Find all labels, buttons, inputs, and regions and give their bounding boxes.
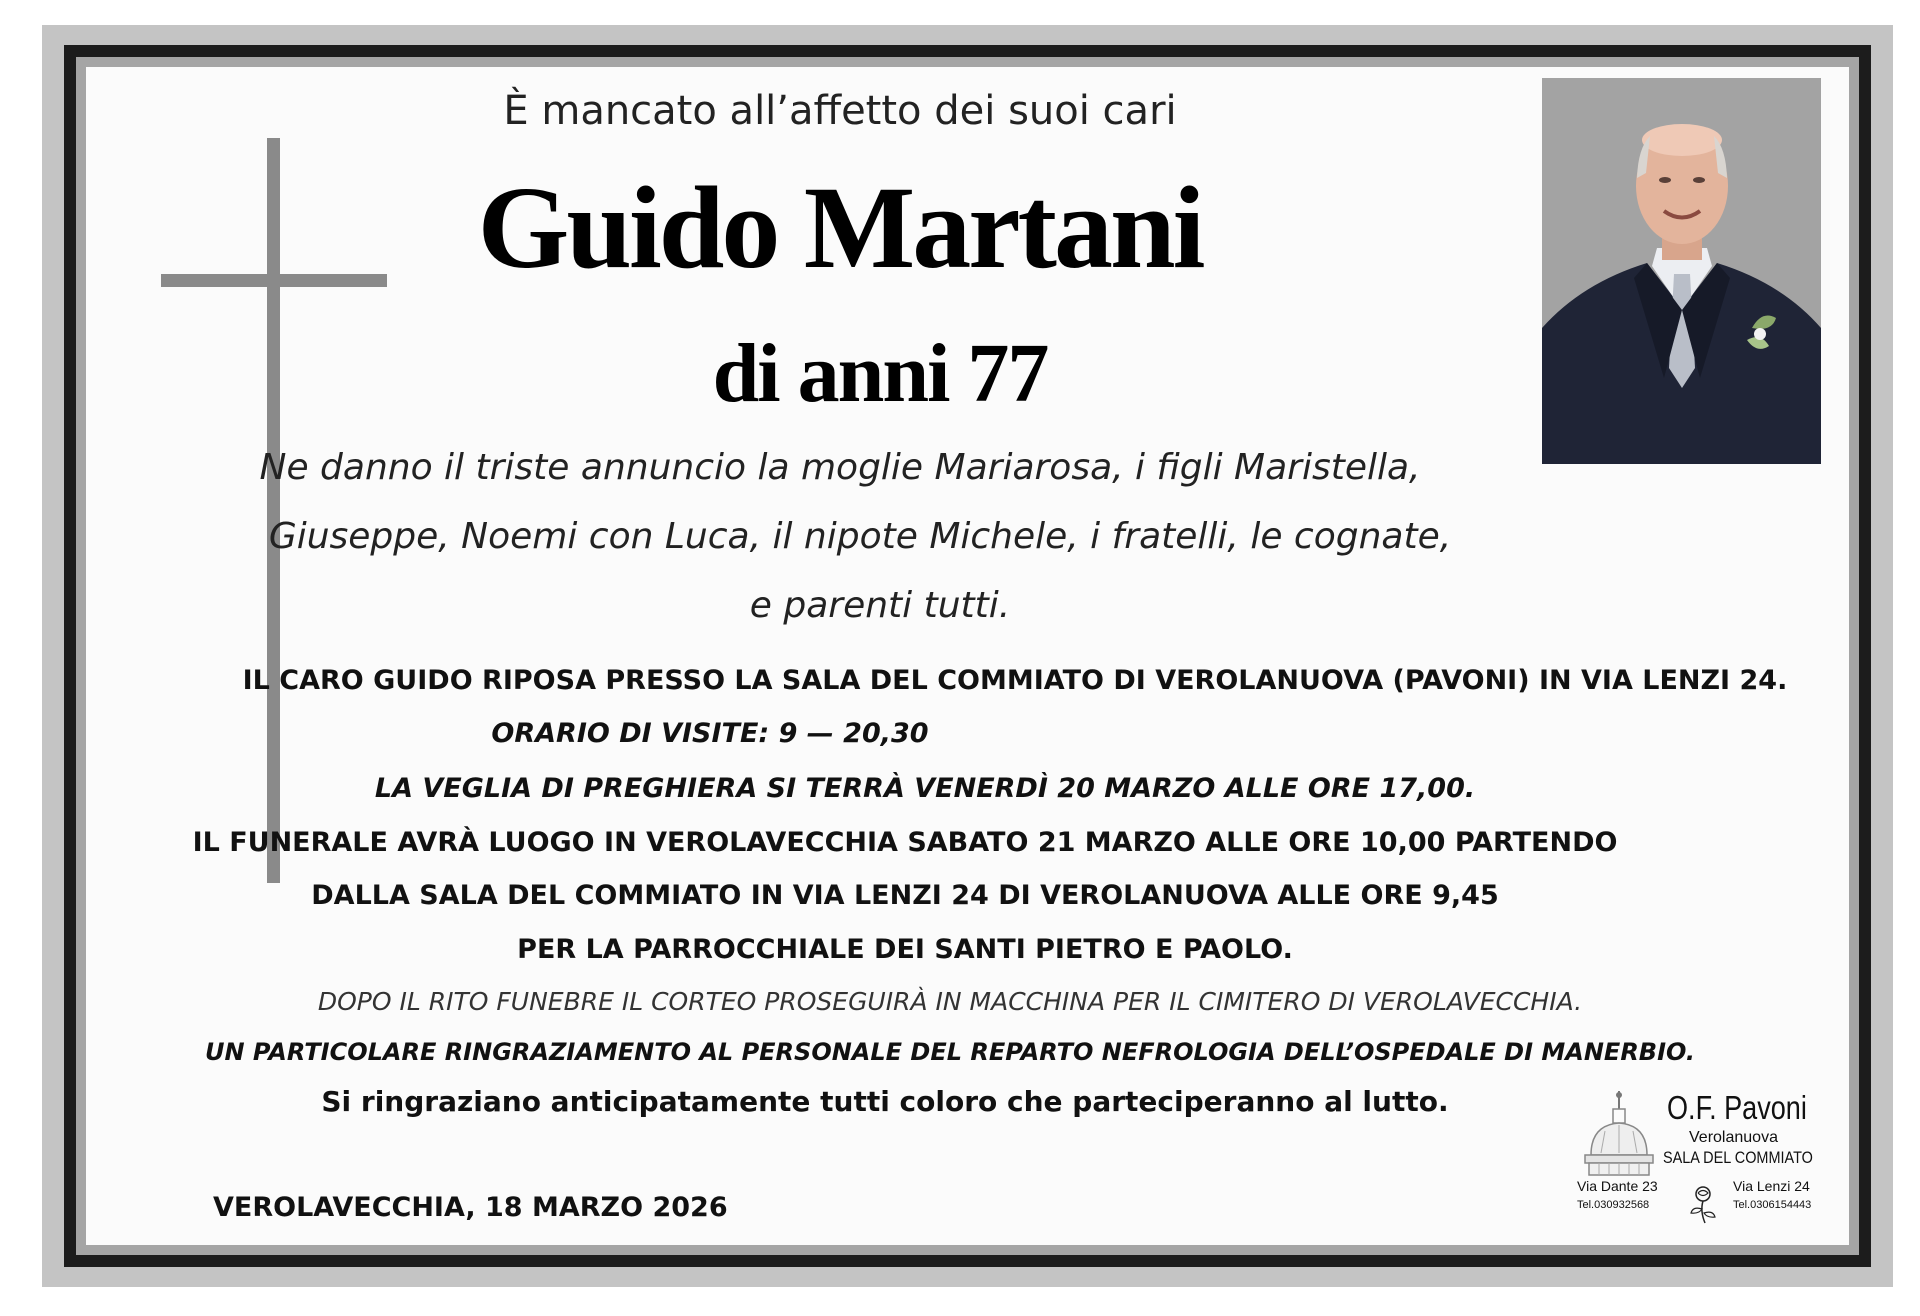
cortege-line: DOPO IL RITO FUNEBRE IL CORTEO PROSEGUIRÀ IN MACCHINA PER IL CIMITERO DI VEROLAVECCHIA. <box>317 987 1583 1016</box>
visiting-hours-line: ORARIO DI VISITE: 9 — 20,30 <box>491 718 929 749</box>
funeral-home-brand: O.F. Pavoni <box>1667 1089 1807 1126</box>
address-left: Via Dante 23 <box>1577 1178 1658 1194</box>
announcement-line: Ne danno il triste annuncio la moglie Mariarosa, i figli Maristella, <box>259 447 1421 488</box>
resting-place-line: IL CARO GUIDO RIPOSA PRESSO LA SALA DEL COMMIATO DI VEROLANUOVA (PAVONI) IN VIA LENZI 24. <box>242 665 1788 696</box>
phone-right: Tel.0306154443 <box>1733 1199 1812 1211</box>
deceased-age: di anni 77 <box>712 327 1048 420</box>
announcement-line: e parenti tutti. <box>749 585 1011 626</box>
thanks-line: Si ringraziano anticipatamente tutti coloro che parteciperanno al lutto. <box>321 1085 1449 1118</box>
church-dome-icon <box>1577 1089 1667 1185</box>
thanks-hospital-line: UN PARTICOLARE RINGRAZIAMENTO AL PERSONALE DEL REPARTO NEFROLOGIA DELL’OSPEDALE DI MANERBIO. <box>204 1038 1696 1066</box>
deceased-name: Guido Martani <box>477 162 1203 293</box>
funeral-home-city: Verolanuova <box>1689 1129 1778 1146</box>
address-right: Via Lenzi 24 <box>1733 1178 1810 1194</box>
funeral-home-logo <box>1577 1087 1827 1227</box>
announcement-line: Giuseppe, Noemi con Luca, il nipote Michele, i fratelli, le cognate, <box>268 516 1452 557</box>
funeral-line: IL FUNERALE AVRÀ LUOGO IN VEROLAVECCHIA SABATO 21 MARZO ALLE ORE 10,00 PARTENDO <box>192 827 1618 858</box>
phone-left: Tel.030932568 <box>1577 1199 1650 1211</box>
funeral-home-hall: SALA DEL COMMIATO <box>1663 1148 1813 1167</box>
funeral-line: DALLA SALA DEL COMMIATO IN VIA LENZI 24 DI VEROLANUOVA ALLE ORE 9,45 <box>311 880 1499 911</box>
place-date: VEROLAVECCHIA, 18 MARZO 2026 <box>213 1192 728 1223</box>
intro-text: È mancato all’affetto dei suoi cari <box>503 88 1177 134</box>
vigil-line: LA VEGLIA DI PREGHIERA SI TERRÀ VENERDÌ 20 MARZO ALLE ORE 17,00. <box>374 773 1476 804</box>
funeral-line: PER LA PARROCCHIALE DEI SANTI PIETRO E PAOLO. <box>517 934 1293 965</box>
rose-icon <box>1685 1185 1721 1225</box>
portrait-photo <box>1542 78 1821 464</box>
